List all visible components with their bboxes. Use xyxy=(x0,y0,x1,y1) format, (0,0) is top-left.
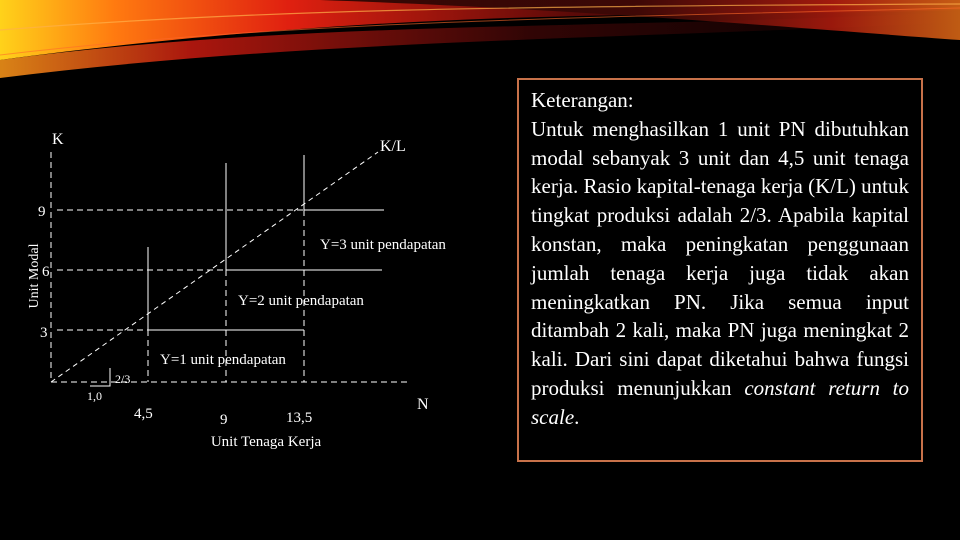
ray-label: K/L xyxy=(380,138,406,155)
isoquant-label-2: Y=2 unit pendapatan xyxy=(238,293,364,309)
isoquant-3 xyxy=(304,155,384,210)
axis-x-symbol: N xyxy=(417,396,429,413)
explanation-emphasis: constant return to scale xyxy=(531,375,910,429)
explanation-box xyxy=(517,78,923,462)
isoquant-label-3: Y=3 unit pendapatan xyxy=(320,237,446,253)
slope-base-label: 1,0 xyxy=(87,389,102,403)
x-tick-4-5: 4,5 xyxy=(134,406,153,422)
explanation-text xyxy=(531,115,909,432)
axis-y-label: Unit Modal xyxy=(27,243,42,309)
explanation-end: . xyxy=(574,404,580,429)
axis-x-label: Unit Tenaga Kerja xyxy=(210,434,322,450)
x-tick-9: 9 xyxy=(220,412,228,428)
isoquant-label-1: Y=1 unit pendapatan xyxy=(160,352,286,368)
y-tick-3: 3 xyxy=(40,325,48,341)
y-tick-6: 6 xyxy=(42,264,50,280)
explanation-main: Untuk menghasilkan 1 unit PN dibutuhkan modal sebanyak 3 unit dan 4,5 unit tenaga kerja. Rasio kapital-tenaga kerja (K/L) untuk tingkat produksi adalah 2/3. Apabila kapital konstan, maka peningkatan penggunaan jumlah tenaga kerja juga tidak akan meningkatkan PN. Jika semua input ditambah 2 kali, maka PN juga meningkat 2 kali. Dari sini dapat diketahui bahwa fungsi produksi menunjukkan xyxy=(531,116,909,400)
kl-ray xyxy=(51,152,378,382)
slope-triangle xyxy=(90,368,110,386)
axis-y-symbol: K xyxy=(52,131,64,148)
explanation-heading: Keterangan: xyxy=(531,88,634,112)
y-tick-9: 9 xyxy=(38,204,46,220)
slope-label: 2/3 xyxy=(115,372,131,386)
x-tick-13-5: 13,5 xyxy=(286,410,313,426)
